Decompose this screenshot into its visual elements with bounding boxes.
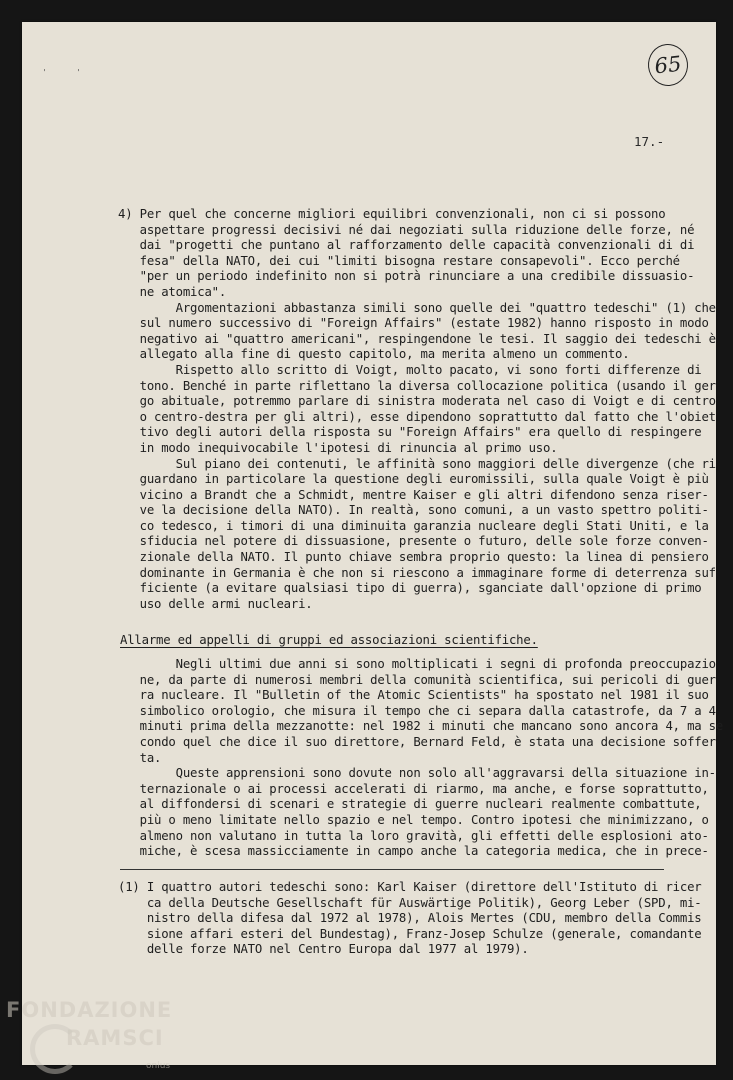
section-heading: Allarme ed appelli di gruppi ed associazioni scientifiche. [120,633,538,647]
corner-mark: ' [42,68,47,77]
body-text: 4) Per quel che concerne migliori equilibri convenzionali, non ci si possono aspettare progressi decisivi né dai negoziati sulla riduzione delle forze, dai "progetti che puntano al rafforzamento delle capacità convenzionali fesa" della NATO, dei cui "limiti bisogna restare consapevoli". Ecco perché "per un periodo indefinito non si potrà rinunciare a una credibile dissuasio- ne atomica". Argomentazioni abbastanza simili sono quelle dei "quattro tedeschi" sul numero successivo di "Foreign Affairs" (estate 1982) hanno risposto negativo ai "quattro americani", respingendone le tesi. Il saggio dei allegato alla fine di questo capitolo, ma merita almeno un commento. Rispetto allo scritto di Voigt, molto pacato, vi sono forti differenze tono. Benché in parte riflettano la diversa collocazione politica (usando go abituale, potremmo parlare di sinistra moderata nel caso di Voigt e di o centro-destra per gli altri), esse dipendono soprattutto dal fatto che tivo degli autori della risposta su "Foreign Affairs" era quello di in modo inequivocabile l'ipotesi di rinuncia al primo uso. Sul piano dei contenuti, le affinità sono maggiori delle divergenze guardano in particolare la questione degli euromissili, sulla quale Voigt vicino a Brandt che a Schmidt, mentre Kaiser e gli altri difendono senza ve la decisione della NATO). In realtà, sono comuni, a un vasto spettro co tedesco, i timori di una diminuita garanzia nucleare degli Stati Uniti, sfiducia nel potere di dissuasione, presente o futuro, delle sole forze zionale della NATO. Il punto chiave sembra proprio questo: la linea di dominante in Germania è che non si riescono a immaginare forme di deterrenza ficiente (a evitare qualsiasi tipo di guerra), sganciate dall'opzione di uso delle armi nucleari. [118,207,695,611]
watermark-line2: RAMSCI [66,1026,164,1050]
watermark-logo [6,998,173,1071]
watermark-line1: FONDAZIONE [6,998,173,1022]
watermark-line3: onlus [146,1061,171,1071]
corner-mark: ' [76,68,81,77]
page-number: 17.- [634,134,665,149]
footnote: (1) I quattro autori tedeschi sono: Karl Kaiser (direttore dell'Istituto di ca della Deutsche Gesellschaft für Auswärtige Politik), Georg Leber (SPD, nistro della difesa dal 1972 al 1978), Alois Mertes (CDU, membro della sione affari esteri del Bundestag), Franz-Josep Schulze (generale, delle forze NATO nel Centro Europa dal 1977 al 1979). [118,880,673,957]
archive-number: 65 [653,51,683,79]
footnote-divider [120,869,664,870]
section-text: Negli ultimi due anni si sono moltiplicati i segni di profonda ne, da parte di numerosi membri della comunità scientifica, sui pericoli ra nucleare. Il "Bulletin of the Atomic Scientists" ha spostato nel 1981 simbolico orologio, che misura il tempo che ci separa dalla catastrofe, minuti prima della mezzanotte: nel 1982 i minuti che mancano sono ancora condo quel che dice il suo direttore, Bernard Feld, è stata una decisione ta. Queste apprensioni sono dovute non solo all'aggravarsi della situazione ternazionale o ai processi accelerati di riarmo, ma anche, e forse al diffondersi di scenari e strategie di guerre nucleari realmente combattute, più o meno limitate nello spazio e nel tempo. Contro ipotesi che minimizzano, almeno non valutano in tutta la loro gravità, gli effetti delle esplosioni miche, è scesa massicciamente in campo anche la categoria medica, che in [139,657,702,859]
